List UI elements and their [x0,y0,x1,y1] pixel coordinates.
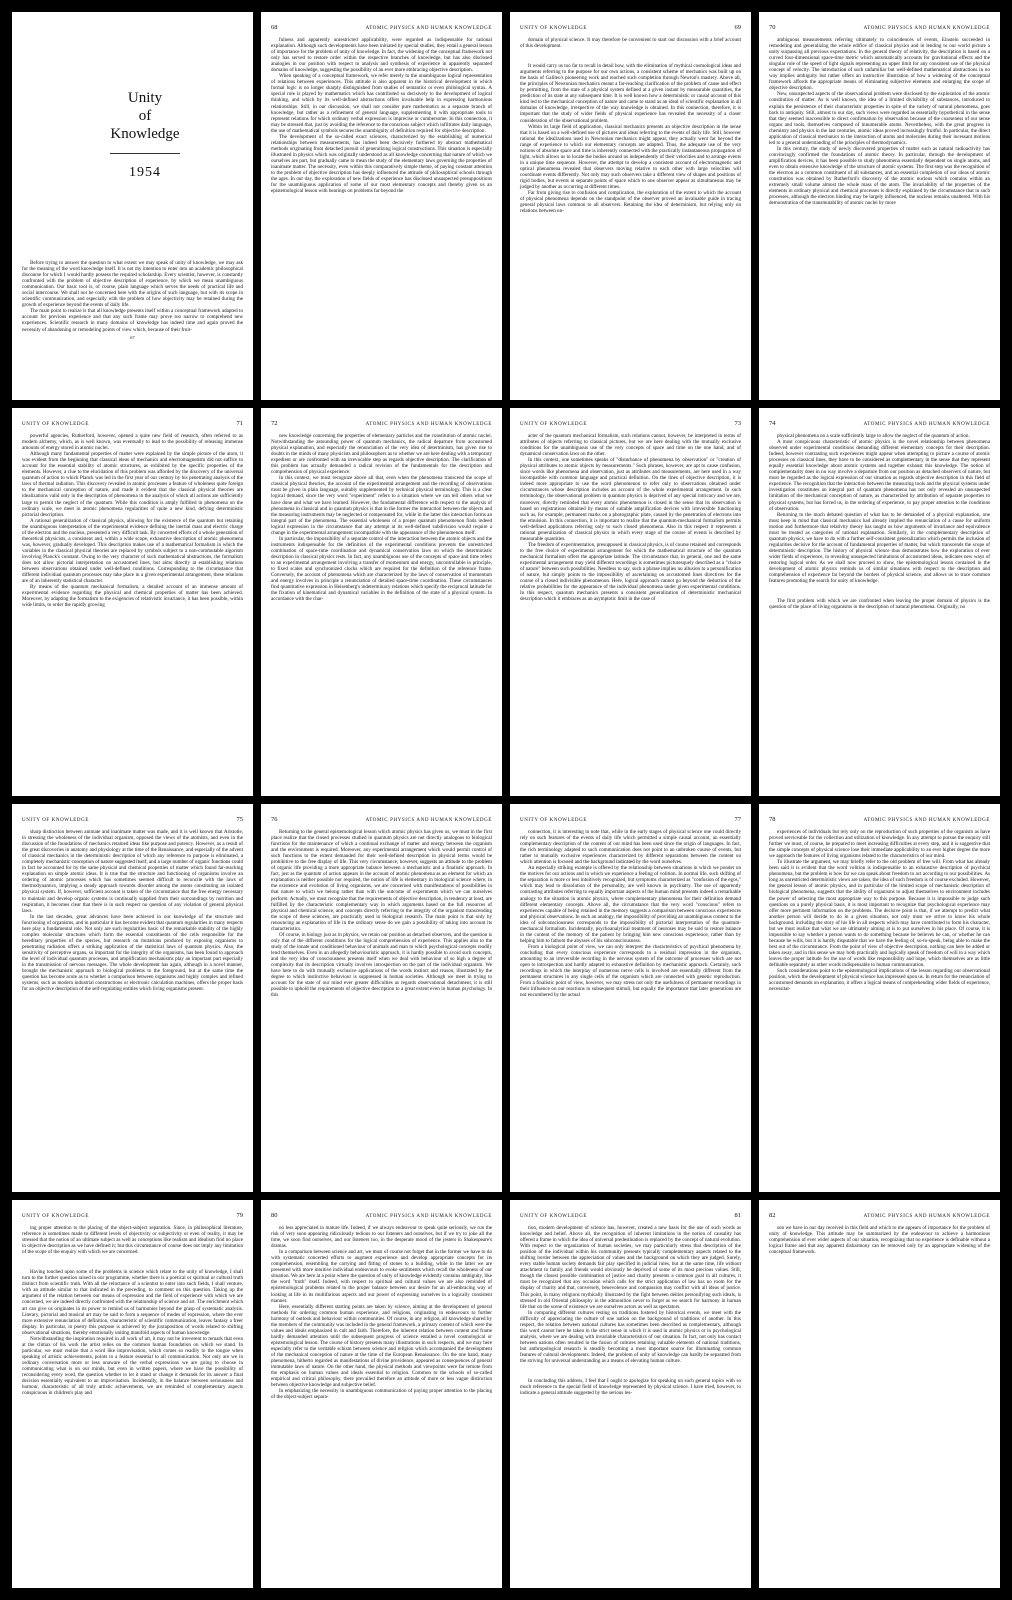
paragraph: Here, essentially different starting points are taken by science, aiming at the development of general methods for ordering common human experience, and religions, originating in endeavours to further harmony of outlook and behaviour within communities. Of course, in any religion, all knowledge shared by the members of the community was included in the general framework, a primary content of which were the values and ideals emphasized in cult and faith. Therefore, the inherent relation between content and frame hardly demanded attention until the subsequent progress of science entailed a novel cosmological or epistemological lesson. The course of history presents many illustrations in such respects, and we may here especially refer to the veritable schism between science and religion which accompanied the development of the mechanical conception of nature at the time of the European Renaissance. On the one hand, many phenomena, hitherto regarded as manifestations of divine providence, appeared as consequences of general immutable laws of nature. On the other hand, the physical methods and viewpoints were far remote from the emphasis on human values and ideals essential to religion. Common to the schools of so-called empirical and critical philosophy, there prevailed therefore an attitude of more or less vague distinction between objective knowledge and subjective belief. [271,1303,492,1389]
page-number: 72 [271,420,278,427]
page-number: 81 [734,1212,741,1219]
running-title: UNITY OF KNOWLEDGE [22,818,89,823]
book-page-p70 [759,12,1000,400]
running-title: ATOMIC PHYSICS AND HUMAN KNOWLEDGE [863,422,990,427]
title-rule [110,153,180,154]
running-header [22,1212,243,1219]
paragraph: Far from giving rise to confusion and complication, the exploration of the extent to which the account of physical phenomena depends on the standpoint of the observer proved an invaluable guide in tracing general physical laws common to all observers. Retaining the idea of determinism, but relying only on relations between un- [520,190,741,215]
running-title: ATOMIC PHYSICS AND HUMAN KNOWLEDGE [365,1214,492,1219]
paragraph: acter of the quantum mechanical formalism, such relations cannot, however, be interpreted in terms of attributes of objects referring to classical pictures, but we are here dealing with the mutually exclusive conditions for the unambiguous use of the very concepts of space and time on the one hand, and of dynamical conservation laws on the other. [520,433,741,458]
book-page-p74 [759,408,1000,796]
paragraph: son we have in our day received in this field and which to me appears of importance for the problem of unity of knowledge. This attitude may be summarized by the endeavour to achieve a harmonious comprehension of ever wider aspects of our situation, recognizing that no experience is definable without a logical frame and that any apparent disharmony can be removed only by an appropriate widening of the conceptual framework. [769,1225,990,1256]
running-header [520,816,741,823]
book-page-p81 [510,1200,751,1588]
paragraph: In a comparison between science and art, we must of course not forget that in the former we have to do with systematic concerted efforts to augment experience and develop appropriate concepts for its comprehension, resembling the carrying and fitting of stones to a building, while in the latter we are presented with more intuitive individual endeavours to evoke sentiments which recall the wholeness of our situation. We are here at a point where the question of unity of knowledge evidently contains ambiguity, like the word "truth" itself. Indeed, with respect to spiritual and cultural values we are also reminded of epistemological problems related to the proper balance between our desire for an all-embracing way of looking at life in its multifarious aspects and our power of expressing ourselves in a logically consistent manner. [271,1249,492,1304]
page-number: 82 [769,1212,776,1219]
paragraph: Returning to the general epistemological lesson which atomic physics has given us, we must in the first place realize that the closed processes studied in quantum physics are not directly analogous to biological functions for the maintenance of which a continual exchange of matter and energy between the organism and the environment is required. Moreover, any experimental arrangement which would permit control of such functions to the extent demanded for their well-defined description in physical terms would be prohibitive to the free display of life. This very circumstance, however, suggests an attitude to the problem of organic life providing a more appropriate balance between a mechanistic and a finalistic approach. In fact, just as the quantum of action appears in the account of atomic phenomena as an element for which an explanation is neither possible nor required, the notion of life is elementary in biological science where, in the existence and evolution of living organisms, we are concerned with manifestations of possibilities in that nature to which we belong rather than with the outcome of experiments which we can ourselves perform. Actually, we must recognize that the requirements of objective description, in tendency at least, are fulfilled by the characteristic complementary way in which arguments based on the full resources of physical and chemical science, and concepts directly referring to the integrity of the organism transcending the scope of these sciences, are practically used in biological research. The main point is that only by renouncing an explanation of life in the ordinary sense do we gain a possibility of taking into account its characteristics. [271,829,492,932]
page-body-text [271,433,492,602]
running-title: UNITY OF KNOWLEDGE [22,422,89,427]
paragraph: In comparing different cultures resting on traditions fostered by historical events, we meet with the difficulty of appreciating the culture of one nation on the background of traditions of another. In this respect, the relation between national cultures has sometimes been described as complementary, although this word cannot here be taken in the strict sense in which it is used in atomic physics or in psychological analysis, where we are dealing with invariable characteristics of our situation. In fact, not only has contact between nations often resulted in the fusion of cultures retaining valuable elements of national traditions, but anthropological research is steadily becoming a most important source for illuminating common features of cultural developments. Indeed, the problem of unity of knowledge can hardly be separated from the striving for universal understanding as a means of elevating human culture. [520,1309,741,1365]
paragraph: tion, modern development of science has, however, created a new basis for the use of such words as knowledge and belief. Above all, the recognition of inherent limitations in the notion of causality has offered a frame in which the idea of universal predestination is replaced by the concept of natural evolution. With respect to the organization of human societies, we may particularly stress that description of the position of the individual within his community presents typically complementary aspects related to the shifting border between the appreciation of values and the background on which they are judged. Surely, every stable human society demands fair play specified in judicial rules, but at the same time, life without attachment to family and friends would obviously be deprived of some of its most precious values. Still, though the closest possible combination of justice and charity presents a common goal in all cultures, it must be recognized that any occasion which calls for the strict application of law has no room for the display of charity and that, conversely, benevolence and compassion may conflict with all ideas of justice. This point, in many religions mythically illustrated by the fight between deities personifying such ideals, is stressed in old Oriental philosophy in the admonition never to forget as we search for harmony in human life that on the scene of existence we are ourselves actors as well as spectators. [520,1225,741,1310]
paragraph: Of course, in biology just as in physics, we retain our position as detached observers, and the question is only that of the different conditions for the logical comprehension of experience. This applies also to the study of the innate and conditioned behaviour of animals and man to which psychological concepts readily lend themselves. Even in an allegedly behaviouristic approach, it is hardly possible to avoid such concepts, and the very idea of consciousness presents itself when we deal with behaviour of so high a degree of complexity that its description virtually involves introspection on the part of the individual organism. We have here to do with mutually exclusive applications of the words instinct and reason, illustrated by the degree to which instinctive behaviour is suppressed in human societies. Although we meet in trying to account for the state of our mind ever greater difficulties as regards observational detachment, it is still possible to uphold the requirements of objective description to a great extent even in human psychology. In this [271,931,492,999]
running-header [769,1212,990,1219]
paragraph: no less appreciated in mature life. Indeed, if we always endeavour to speak quite seriously, we run the risk of very soon appearing ridiculously tedious to our listeners and ourselves, but if we try to joke all the time, we soon find ourselves, and our listeners too, in the desperate mood of the jesters in Shakespeare's dramas. [271,1225,492,1250]
page-number: 71 [236,420,243,427]
paragraph: Within its large field of application, classical mechanics presents an objective description in the sense that it is based on a well-defined use of pictures and ideas referring to the events of daily life. Still, however rational the idealizations used in Newtonian mechanics might appear, they actually went far beyond the range of experience to which our elementary concepts are adapted. Thus, the adequate use of the very notions of absolute space and time is inherently connected with the practically instantaneous propagation of light, which allows us to locate the bodies around us independently of their velocities and to arrange events in a unique time sequence. However, the attempt to develop a consistent account of electromagnetic and optical phenomena revealed that observers moving relative to each other with large velocities will coordinate events differently. Not only may such observers take a different view of shapes and positions of rigid bodies, but events at separate points of space which to one observer appear as simultaneous may be judged by another as occurring at different times. [520,123,741,191]
page-body-text [769,433,990,610]
book-page-p80 [261,1200,502,1588]
paragraph: In this context, one sometimes speaks of "disturbance of phenomena by observation" or "creation of physical attributes to atomic objects by measurements." Such phrases, however, are apt to cause confusion, since words like phenomena and observation, just as attributes and measurements, are here used in a way incompatible with common language and practical definition. On the lines of objective description, it is indeed more appropriate to use the word phenomenon to refer only to observations obtained under circumstances whose description includes an account of the whole experimental arrangement. In such terminology, the observational problem in quantum physics is deprived of any special intricacy and we are, moreover, directly reminded that every atomic phenomenon is closed in the sense that its observation is based on registrations obtained by means of suitable amplification devices with irreversible functioning such as, for example, permanent marks on a photographic plate, caused by the penetration of electrons into the emulsion. In this connection, it is important to realize that the quantum-mechanical formalism permits well-defined applications referring only to such closed phenomena. Also in this respect it represents a rational generalization of classical physics in which every stage of the course of events is described by measurable quantities. [520,457,741,542]
page-body-text [520,1225,741,1396]
page-body-text [271,829,492,998]
book-page-p77 [510,804,751,1192]
running-title: UNITY OF KNOWLEDGE [520,1214,587,1219]
page-body-text [22,1225,243,1396]
paragraph: In emphasizing the necessity in unambiguous communication of paying proper attention to the placing of the object-subject separa- [271,1388,492,1401]
page-body-text [769,37,990,206]
paragraph: sharp distinction between animate and inanimate matter was made, and it is well known that Aristotle, in stressing the wholeness of the individual organism, opposed the views of the atomists, and even in the discussion of the foundations of mechanics retained ideas like purpose and potency. However, as a result of the great discoveries in anatomy and physiology at the time of the Renaissance, and especially of the advent of classical mechanics in the deterministic description of which any reference to purpose is eliminated, a completely mechanistic conception of nature suggested itself, and a large number of organic functions could in fact be accounted for by the same physical and chemical properties of matter which found far-reaching explanation on simple atomic ideas. It is true that the structure and functioning of organisms involve an ordering of atomic processes which has sometimes seemed difficult to reconcile with the laws of thermodynamics, implying a steady approach towards disorder among the atoms constituting an isolated physical system. If, however, sufficient account is taken of the circumstance that the free energy necessary to maintain and develop organic systems is continually supplied from their surroundings by nutrition and respiration, it becomes clear that there is in such respect no question of any violation of general physical laws. [22,829,243,914]
paragraph: connection, it is interesting to note that, while in the early stages of physical science one could directly rely on such features of the events of daily life which permitted a simple causal account, an essentially complementary description of the content of our mind has been used since the origin of languages. In fact, the rich terminology adapted to such communication does not point to an unbroken course of events, but rather to mutually exclusive experiences characterized by different separations between the content on which attention is focused and the background indicated by the word ourselves. [520,829,741,866]
page-body-text [520,829,741,998]
running-header [769,420,990,427]
page-number: 79 [236,1212,243,1219]
paragraph: The development of the so-called exact sciences, characterized by the establishing of numerical relationships between measurements, has indeed been decisively furthered by abstract mathematical methods originating from detached pursuit of generalizing logical constructions. This situation is especially illustrated in physics which was originally understood as all knowledge concerning that nature of which we ourselves are part, but gradually came to mean the study of the elementary laws governing the properties of inanimate matter. The necessity, even within this comparatively simple theme, of paying constant attention to the problem of objective description has deeply influenced the attitude of philosophical schools through the ages. In our day, the exploration of new fields of experience has disclosed unsuspected presuppositions for the unambiguous application of some of our most elementary concepts and thereby given us an epistemological lesson with bearings on problems far beyond the [271,133,492,195]
paragraph: experiences of individuals but rely only on the reproduction of such properties of the organism as have proved serviceable for the collection and utilization of knowledge. In any attempt to pursue the enquiry still further we must, of course, be prepared to meet increasing difficulties at every step, and it is suggestive that the simple concepts of physical science lose their immediate applicability to an ever higher degree the more we approach the features of living organisms related to the characteristics of our mind. [769,829,990,860]
paragraph: In this century, the study of newly discovered properties of matter such as natural radioactivity has convincingly confirmed the foundations of atomic theory. In particular, through the development of amplification devices, it has been possible to study phenomena essentially dependent on single atoms, and even to obtain extensive knowledge of the structure of atomic systems. The first step was the recognition of the electron as a common constituent of all substances, and an essential completion of our ideas of atomic constitution was obtained by Rutherford's discovery of the atomic nucleus which contains within an extremely small volume almost the whole mass of the atom. The invariability of the properties of the elements in ordinary physical and chemical processes is directly explained by the circumstance that in such processes, although the electron binding may be largely influenced, the nucleus remains unaltered. With his demonstration of the transmutability of atomic nuclei by more [769,145,990,207]
paragraph: physical phenomena on a scale sufficiently large to allow the neglect of the quantum of action. [777,433,970,439]
paragraph: Returning to the much debated question of what has to be demanded of a physical explanation, one must keep in mind that classical mechanics had already implied the renunciation of a cause for uniform motion and furthermore that relativity theory has taught us how arguments of invariance and equivalence must be treated as categories of rational explanation. Similarly, in the complementary description of quantum physics, we have to do with a further self-consistent generalization which permits the inclusion of regularities decisive for the account of fundamental properties of matter, but which transcends the scope of deterministic description. The history of physical science thus demonstrates how the exploration of ever wider fields of experience, in revealing unsuspected limitations of accustomed ideas, indicates new ways of restoring logical order. As we shall now proceed to show, the epistemological lesson contained in the development of atomic physics reminds us of similar situations with respect to the description and comprehension of experience far beyond the borders of physical science, and allows us to trace common features promoting the search for unity of knowledge. [769,511,990,585]
paragraph: To illustrate the argument, we may briefly refer to the old problem of free will. From what has already been said it is evident that the word volition is indispensable to an exhaustive description of psychical phenomena, but the problem is how far we can speak about freedom to act according to our possibilities. As long as unrestricted deterministic views are taken, the idea of such freedom is of course excluded. However, the general lesson of atomic physics, and in particular of the limited scope of mechanistic description of biological phenomena, suggests that the ability of organisms to adjust themselves to environment includes the power of selecting the most appropriate way to this purpose. Because it is impossible to judge such questions on a purely physical basis, it is most important to recognize that psychological experience may offer more pertinent information on the problems. The decisive point is that, if we attempt to predict what another person will decide to do in a given situation, not only must we strive to know his whole background, including the story of his life in all respects which may have contributed to form his character, but we must realize that what we are ultimately aiming at is to put ourselves in his place. Of course, it is impossible to say whether a person wants to do something because he believes he can, or whether he can because he wills, but it is hardly disputable that we have the feeling of, so-to-speak, being able to make the best out of the circumstance. From the point of view of objective description, nothing can here be added or taken away, and in this sense we may both practically and logically speak of freedom of will in a way which leaves the proper latitude for the use of words like responsibility and hope, which themselves are as little definable separately as other words indispensable to human communication. [769,859,990,969]
book-page-p67 [12,12,253,400]
paragraph: When speaking of a conceptual framework, we refer merely to the unambiguous logical representation of relations between experiences. This attitude is also apparent in the historical development in which formal logic is no longer sharply distinguished from studies of semantics or even philological syntax. A special role is played by mathematics which has contributed so decisively to the development of logical thinking, and which by its well-defined abstractions offers invaluable help in expressing harmonious relationships. Still, in our discussion, we shall not consider pure mathematics as a separate branch of knowledge, but rather as a refinement of general language, supplementing it with appropriate tools to represent relations for which ordinary verbal expression is imprecise or cumbersome. In this connection, it may be stressed that, just by avoiding the reference to the conscious subject which infiltrates daily language, the use of mathematical symbols secures the unambiguity of definition required for objective description. [271,73,492,134]
page-number: 78 [769,816,776,823]
running-title: UNITY OF KNOWLEDGE [520,422,587,427]
page-folio: 67 [130,334,135,340]
page-body-text [769,829,990,992]
paragraph: The first problem with which we are confronted when leaving the proper domain of physics is the question of the place of living organisms in the description of natural phenomena. Originally, no [769,598,990,611]
running-header [22,816,243,823]
running-header [520,420,741,427]
chapter-year: 1954 [129,165,161,180]
running-header [22,420,243,427]
paragraph: A most conspicuous characteristic of atomic physics is the novel relationship between phenomena observed under experimental conditions demanding different elementary concepts for their description. Indeed, however contrasting such experiences might appear when attempting to picture a course of atomic processes on classical lines, they have to be considered as complementary in the sense that they represent equally essential knowledge about atomic systems and together exhaust this knowledge. The notion of complementarity does in no way involve a departure from our position as detached observers of nature, but must be regarded as the logical expression of our situation as regards objective description in this field of experience. The recognition that the interaction between the measuring tools and the physical systems under investigation constitutes an integral part of quantum phenomena has not only revealed an unsuspected limitation of the mechanical conception of nature, as characterized by attribution of separate properties to physical systems, but has forced us, in the ordering of experience, to pay proper attention to the conditions of observation. [769,439,990,512]
book-page-p78 [759,804,1000,1192]
book-page-p69 [510,12,751,400]
paragraph: From a biological point of view, we can only interpret the characteristics of psychical phenomena by concluding that every conscious experience corresponds to a residual impression in the organism, amounting to an irreversible recording in the nervous system of the outcome of processes which are not open to introspection and hardly adapted to exhaustive definition by mechanistic approach. Certainly, such recordings in which the interplay of numerous nerve cells is involved are essentially different from the permanent structures in any single cells of the organism which are connected with genetic reproduction. From a finalistic point of view, however, we may stress not only the usefulness of permanent recordings in their influence on our reactions to subsequent stimuli, but equally the importance that later generations are not encumbered by the actual [520,943,741,999]
page-body-text [271,1225,492,1400]
paragraph: new knowledge concerning the properties of elementary particles and the constitution of atomic nuclei. Notwithstanding the astounding power of quantum mechanics, the radical departure from accustomed physical explanation, and especially the renunciation of the very idea of determinism, has given rise to doubts in the minds of many physicists and philosophers as to whether we are here dealing with a temporary expedient or are confronted with an irrevocable step as regards objective description. The clarification of this problem has actually demanded a radical revision of the fundamentals for the description and comprehension of physical experience. [271,433,492,476]
book-page-p79 [12,1200,253,1588]
chapter-title-line: Unity [127,90,163,106]
running-title: ATOMIC PHYSICS AND HUMAN KNOWLEDGE [863,818,990,823]
running-title: UNITY OF KNOWLEDGE [22,1214,89,1219]
paragraph: It would carry us too far to recall in detail how, with the elimination of mythical cosmological ideas and arguments referring to the purpose for our own actions, a consistent scheme of mechanics was built up on the basis of Galileo's pioneering work and reached such completion through Newton's mastery. Above all, the principles of Newtonian mechanics meant a far-reaching clarification of the problem of cause and effect by permitting, from the state of a physical system defined at a given instant by measurable quantities, the prediction of its state at any subsequent time. It is well known how a deterministic or causal account of this kind led to the mechanical conception of nature and came to stand as an ideal of scientific explanation in all domains of knowledge, irrespective of the way knowledge is obtained. In this connection, therefore, it is important that the study of wider fields of physical experience has revealed the necessity of a closer consideration of the observational problem. [520,63,741,124]
paragraph: Notwithstanding the inspiration required in all work of art, it may not be irreverent to remark that even at the climax of his work the artist relies on the common human foundation on which we stand. In particular, we must realize that a word like improvisation, which comes so readily to the tongue when speaking of artistic achievements, points to a feature essential to all communication. Not only are we in ordinary conversation more or less unaware of the verbal expressions we are going to choose in communicating what is on our minds, but even in written papers, where we have the possibility of reconsidering every word, the question whether to let it stand or change it demands for its answer a final decision essentially equivalent to an improvisation. Incidentally, in the balance between seriousness and humour, characteristic of all truly artistic achievements, we are reminded of complementary aspects conspicuous in children's play and [22,1335,243,1397]
page-number: 75 [236,816,243,823]
chapter-title-line: of [138,108,152,124]
page-body-text [520,433,741,602]
paragraph: A rational generalization of classical physics, allowing for the existence of the quantum but retaining the unambiguous interpretation of the experimental evidence defining the inertial mass and electric charge of the electron and the nucleus, presented a very difficult task. By concerted efforts of a whole generation of theoretical physicists, a consistent and, within a wide scope, exhaustive description of atomic phenomena was, however, gradually developed. This description makes use of a mathematical formalism in which the variables in the classical physical theories are replaced by symbols subject to a non-commutable algorism involving Planck's constant. Owing to the very character of such mathematical abstractions, the formalism does not allow pictorial interpretation on accustomed lines, but aims directly at establishing relations between observations obtained under well-defined conditions. Corresponding to the circumstance that different individual quantum processes may take place in a given experimental arrangement, these relations are of an inherently statistical character. [22,517,243,585]
chapter-title [110,89,180,182]
page-body-text [22,433,243,608]
paragraph: Before trying to answer the question to what extent we may speak of unity of knowledge, we may ask for the meaning of the word knowledge itself. It is not my intention to enter into an academic philosophical discourse for which I would hardly possess the required scholarship. Every scientist, however, is constantly confronted with the problem of objective description of experience, by which we mean unambiguous communication. Our basic tool is, of course, plain language which serves the needs of practical life and social intercourse. We shall not be concerned here with the origins of such language, but with its scope in scientific communication, and especially with the problem of how objectivity may be retained during the growth of experience beyond the events of daily life. [22,260,243,309]
chapter-title-line: Knowledge [110,126,180,142]
paragraph: In the last decades, great advances have been achieved in our knowledge of the structure and functioning of organisms, and in particular it has become evident that quantum regularities in many respects here play a fundamental role. Not only are such regularities basic of the remarkable stability of the highly complex molecular structures which form the essential constituents of the cells responsible for the hereditary properties of the species, but research on mutations produced by exposing organisms to penetrating radiation offers a striking application of the statistical laws of quantum physics. Also, the sensitivity of perceptive organs, so important for the integrity of the organisms, has been found to approach the level of individual quantum processes, and amplification mechanisms play an important part especially in the transmission of nervous messages. The whole development has again, although in a novel manner, brought the mechanistic approach to biological problems to the foreground, but at the same time the question has become acute as to whether a comparison between organisms and highly complex and refined systems, such as modern industrial constructions or electronic calculation machines, offers the proper basis for an objective description of the self-regulating entities which living organisms present. [22,913,243,993]
running-title: ATOMIC PHYSICS AND HUMAN KNOWLEDGE [863,1214,990,1219]
page-number: 74 [769,420,776,427]
running-header [271,1212,492,1219]
page-number: 68 [271,24,278,31]
page-number: 73 [734,420,741,427]
paragraph: The main point to realize is that all knowledge presents itself within a conceptual framework adapted to account for previous experience and that any such frame may prove too narrow to comprehend new experiences. Scientific research in many domains of knowledge has indeed time and again proved the necessity of abandoning or remodeling points of view which, because of their fruit- [22,308,243,333]
paragraph: Such considerations point to the epistemological implications of the lesson regarding our observational position, which the development of physical science has impressed upon us. In return for the renunciation of accustomed demands on explanation, it offers a logical means of comprehending wider fields of experience, necessitat- [769,968,990,993]
paragraph: Although many fundamental properties of matter were explained by the simple picture of the atom, it was evident from the beginning that classical ideas of mechanics and electromagnetism did not suffice to account for the essential stability of atomic structures, as exhibited by the specific properties of the elements. However, a clue to the elucidation of this problem was afforded by the discovery of the universal quantum of action to which Planck was led in the first year of our century by his penetrating analysis of the laws of thermal radiation. This discovery revealed in atomic processes a feature of wholeness quite foreign to the mechanical conception of nature, and made it evident that the classical physical theories are idealizations valid only in the description of phenomena in the analysis of which all actions are sufficiently large to permit the neglect of the quantum. While this condition is amply fulfilled in phenomena on the ordinary scale, we meet in atomic phenomena regularities of quite a new kind, defying deterministic pictorial description. [22,451,243,518]
book-page-p76 [261,804,502,1192]
running-header [271,24,492,31]
paragraph: ambiguous measurements referring ultimately to coincidences of events, Einstein succeeded in remodeling and generalizing the whole edifice of classical physics and in lending to our world picture a unity surpassing all previous expectations. In the general theory of relativity, the description is based on a curved four-dimensional space-time metric which automatically accounts for gravitational effects and the singular role of the speed of light signals representing an upper limit for any consistent use of the physical concept of velocity. The introduction of such unfamiliar but well-defined mathematical abstractions in no way implies ambiguity but rather offers an instructive illustration of how a widening of the conceptual framework affords the appropriate means of eliminating subjective elements and enlarging the scope of objective description. [769,37,990,92]
page-body-text [769,1225,990,1255]
running-title: UNITY OF KNOWLEDGE [520,818,587,823]
running-title: ATOMIC PHYSICS AND HUMAN KNOWLEDGE [863,26,990,31]
paragraph: In particular, the impossibility of a separate control of the interaction between the atomic objects and the instruments indispensable for the definition of the experimental conditions prevents the unrestricted combination of space-time coordination and dynamical conservation laws on which the deterministic description in classical physics rests. In fact, any unambiguous use of the concepts of space and time refers to an experimental arrangement involving a transfer of momentum and energy, uncontrollable in principle, to fixed scales and synchronized clocks which are required for the definition of the reference frame. Conversely, the account of phenomena which are characterized by the laws of conservation of momentum and energy involves in principle a renunciation of detailed space-time coordination. These circumstances find quantitative expression in Heisenberg's indeterminacy relations which specify the reciprocal latitude for the fixation of kinematical and dynamical variables in the definition of the state of a physical system. In accordance with the char- [271,535,492,603]
page-number: 80 [271,1212,278,1219]
running-title: ATOMIC PHYSICS AND HUMAN KNOWLEDGE [365,818,492,823]
running-title: ATOMIC PHYSICS AND HUMAN KNOWLEDGE [365,26,492,31]
paragraph: In this context, we must recognize above all that, even when the phenomena transcend the scope of classical physical theories, the account of the experimental arrangement and the recording of observations must be given in plain language, suitably supplemented by technical physical terminology. This is a clear logical demand, since the very word "experiment" refers to a situation where we can tell others what we have done and what we have learned. However, the fundamental difference with respect to the analysis of phenomena in classical and in quantum physics is that in the former the interaction between the objects and the measuring instruments may be neglected or compensated for, while in the latter this interaction forms an integral part of the phenomena. The essential wholeness of a proper quantum phenomenon finds indeed logical expression in the circumstance that any attempt at its well-defined subdivision would require a change in the experimental arrangement incompatible with the appearance of the phenomenon itself. [271,475,492,536]
paragraph: In concluding this address, I feel that I ought to apologize for speaking on such general topics with so much reference to the special field of knowledge represented by physical science. I have tried, however, to indicate a general attitude suggested by the serious les- [520,1378,741,1397]
paragraph: An especially striking example is offered by the relationship between situations in which we ponder on the motives for our actions and in which we experience a feeling of volition. In normal life, such shifting of the separation is more or less intuitively recognized, but symptoms characterized as "confusion of the egos," which may lead to dissolution of the personality, are well known in psychiatry. The use of apparently contrasting attributes referring to equally important aspects of the human mind presents indeed a remarkable analogy to the situation in atomic physics, where complementary phenomena for their definition demand different elementary concepts. Above all, the circumstance that the very word "conscious" refers to experiences capable of being retained in the memory suggests a comparison between conscious experiences and physical observations. In such an analogy, the impossibility of providing an unambiguous content to the idea of subconsciousness corresponds to the impossibility of pictorial interpretation of the quantum-mechanical formalism. Incidentally, psychoanalytical treatment of neuroses may be said to restore balance in the content of the memory of the patient by bringing him new conscious experience, rather than by helping him to fathom the abysses of his subconsciousness. [520,865,741,944]
paragraph: fulness and apparently unrestricted applicability, were regarded as indispensable for rational explanation. Although such developments have been initiated by special studies, they entail a general lesson of importance for the problem of unity of knowledge. In fact, the widening of the conceptual framework not only has served to restore order within the respective branches of knowledge, but has also disclosed analogies in our position with respect to analysis and synthesis of experience in apparently separated domains of knowledge, suggesting the possibility of an ever more embracing objective description. [271,37,492,74]
page-body-text [271,37,492,194]
book-page-p72 [261,408,502,796]
book-page-p71 [12,408,253,796]
paragraph: The freedom of experimentation, presupposed in classical physics, is of course retained and corresponds to the free choice of experimental arrangement for which the mathematical structure of the quantum mechanical formalism offers the appropriate latitude. The circumstance that, in general, one and the same experimental arrangement may yield different recordings is sometimes picturesquely described as a "choice of nature" between such possibilities. Needless to say, such a phrase implies no allusion to a personification of nature, but simply points to the impossibility of ascertaining on accustomed lines directives for the course of a closed indivisible phenomenon. Here, logical approach cannot go beyond the deduction of the relative probabilities for the appearance of the individual phenomena under given experimental conditions. In this respect, quantum mechanics presents a consistent generalization of deterministic mechanical description which it embraces as an asymptotic limit in the case of [520,541,741,603]
paragraph: domain of physical science. It may therefore be convenient to start our discussion with a brief account of this development. [520,37,741,50]
paragraph: Having touched upon some of the problems in science which relate to the unity of knowledge, I shall turn to the further question raised in our programme, whether there is a poetical or spiritual or cultural truth distinct from scientific truth. With all the reluctance of a scientist to enter into such fields, I shall venture, with an attitude similar to that indicated in the preceding, to comment on this question. Taking up the argument of the relation between our means of expression and the field of experience with which we are concerned, we are indeed directly confronted with the relationship of science and art. The enrichment which art can give us originates in its power to remind us of harmonies beyond the grasp of systematic analysis. Literary, pictorial and musical art may be said to form a sequence of modes of expression, where the ever more extensive renunciation of definition, characteristic of scientific communication, leaves fantasy a freer display. In particular, in poetry this purpose is achieved by the juxtaposition of words related to shifting observational situations, thereby emotionally uniting manifold aspects of human knowledge. [22,1269,243,1336]
page-number: 76 [271,816,278,823]
paragraph: By means of the quantum mechanical formalism, a detailed account of an immense amount of experimental evidence regarding the physical and chemical properties of matter has been achieved. Moreover, by adapting the formalism to the exigencies of relativistic invariance, it has been possible, within wide limits, to order the rapidly growing [22,584,243,609]
running-header [520,24,741,31]
running-header [520,1212,741,1219]
paragraph: ing proper attention to the placing of the object-subject separation. Since, in philosophical literature, reference is sometimes made to different levels of objectivity or subjectivity or even of reality, it may be stressed that the notion of an ultimate subject as well as conceptions like realism and idealism find no place in objective description as we have defined it; but this circumstance of course does not imply any limitation of the scope of the enquiry with which we are concerned. [22,1225,243,1256]
book-page-p68 [261,12,502,400]
book-page-p75 [12,804,253,1192]
page-body-text [22,260,243,333]
running-header [271,420,492,427]
running-title: ATOMIC PHYSICS AND HUMAN KNOWLEDGE [365,422,492,427]
running-title: UNITY OF KNOWLEDGE [520,26,587,31]
book-page-p82 [759,1200,1000,1588]
page-number: 70 [769,24,776,31]
paragraph: powerful agencies, Rutherford, however, opened a quite new field of research, often referred to as modern alchemy, which, as is well known, was eventually to lead to the possibility of releasing immense amounts of energy stored in atomic nuclei. [22,433,243,452]
paragraph: New, unsuspected aspects of the observational problem were disclosed by the exploration of the atomic constitution of matter. As is well known, the idea of a limited divisibility of substances, introduced to explain the persistence of their characteristic properties in spite of the variety of natural phenomena, goes back to antiquity. Still, almost to our day, such views were regarded as essentially hypothetical in the sense that they seemed inaccessible to direct confirmation by observation because of the coarseness of our sense organs and tools, themselves composed of innumerable atoms. Nevertheless, with the great progress in chemistry and physics in the last centuries, atomic ideas proved increasingly fruitful. In particular, the direct application of classical mechanics to the interaction of atoms and molecules during their incessant motions led to a general understanding of the principles of thermodynamics. [769,91,990,146]
running-header [769,816,990,823]
page-body-text [22,829,243,992]
page-number: 69 [734,24,741,31]
page-spread-grid [12,12,1000,1588]
running-header [271,816,492,823]
running-header [769,24,990,31]
book-page-p73 [510,408,751,796]
page-body-text [520,37,741,214]
page-number: 77 [734,816,741,823]
